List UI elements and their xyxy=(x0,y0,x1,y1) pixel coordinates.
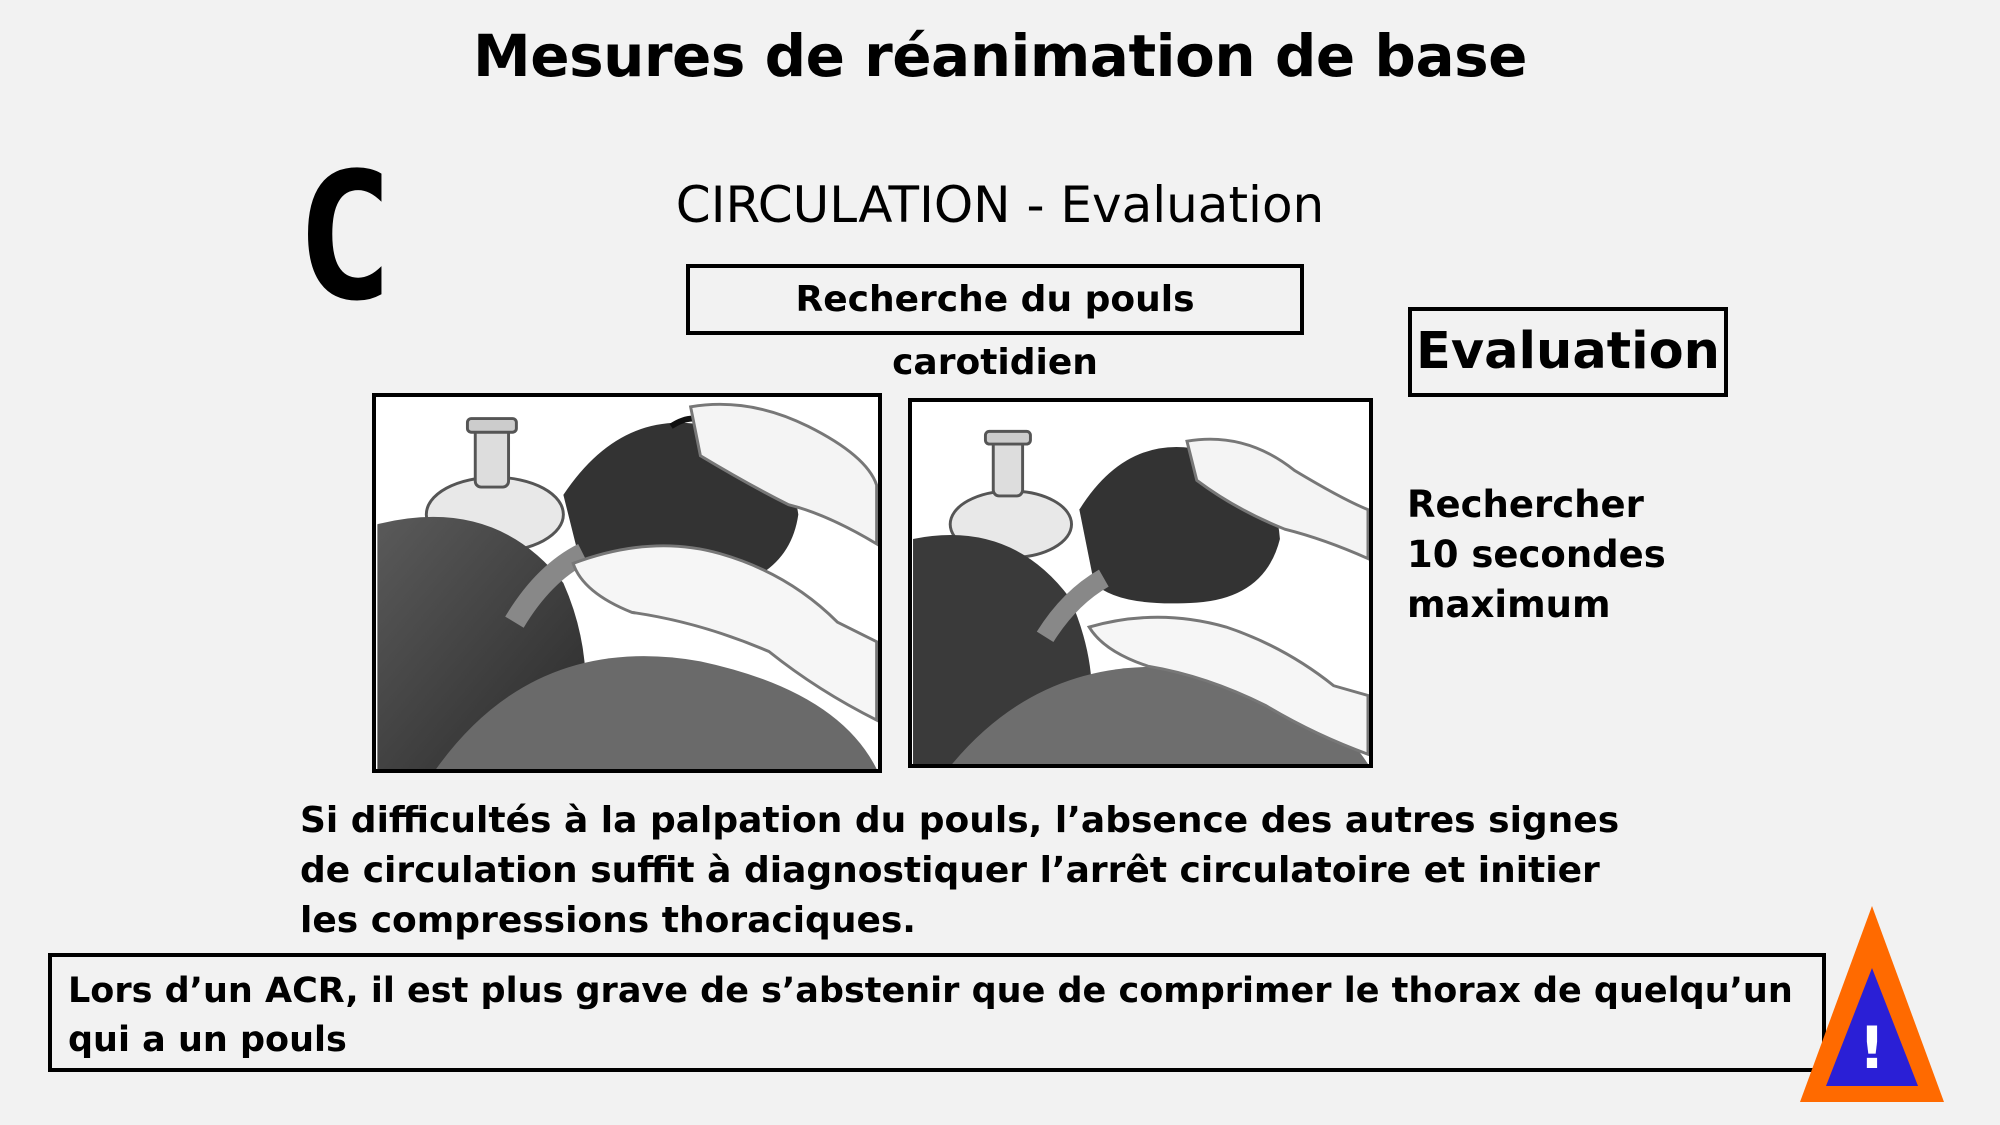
warning-message-box: Lors d’un ACR, il est plus grave de s’abstenir que de comprimer le thorax de quelqu’un qui a un pouls xyxy=(48,953,1826,1072)
carotid-pulse-check-illustration-icon xyxy=(376,397,878,769)
section-letter: C xyxy=(296,135,394,340)
pulse-check-label-box: Recherche du pouls carotidien xyxy=(686,264,1304,335)
carotid-pulse-check-illustration-icon xyxy=(912,402,1369,764)
search-duration-note xyxy=(1407,480,1737,630)
palpation-difficulty-text: Si difficultés à la palpation du pouls, l’absence des autres signes de circulation suffit à diagnostiquer l’arrêt circulatoire et initier les compressions thoraciques. xyxy=(300,800,1620,941)
carotid-pulse-illustration-1 xyxy=(372,393,882,773)
evaluation-label-box: Evaluation xyxy=(1408,307,1728,397)
search-note-line: maximum xyxy=(1407,583,1611,626)
search-note-line: 10 secondes xyxy=(1407,533,1666,576)
section-heading: CIRCULATION - Evaluation xyxy=(675,176,1325,234)
carotid-pulse-illustration-2 xyxy=(908,398,1373,768)
search-note-line: Rechercher xyxy=(1407,483,1644,526)
slide-title: Mesures de réanimation de base xyxy=(473,22,1527,90)
warning-glyph: ! xyxy=(1858,1014,1886,1082)
warning-triangle-icon xyxy=(1800,906,1944,1102)
